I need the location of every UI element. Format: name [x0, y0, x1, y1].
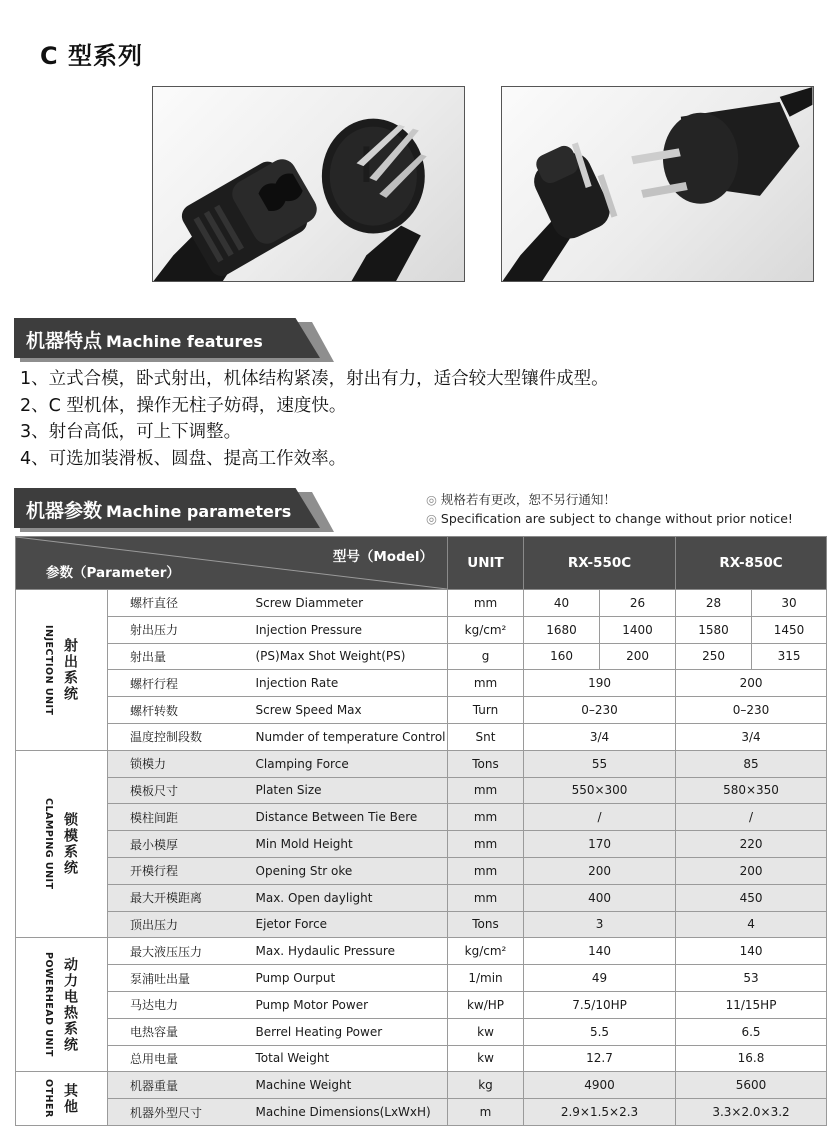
value-cell: 49: [524, 965, 676, 992]
value-cell: 315: [752, 643, 827, 670]
value-cell: 0–230: [524, 697, 676, 724]
param-name-cn: 模柱间距: [108, 804, 248, 831]
table-row: [16, 1018, 827, 1045]
param-unit: mm: [448, 670, 524, 697]
value-cell: 11/15HP: [676, 991, 827, 1018]
table-row: [16, 723, 827, 750]
group-name-en: INJECTION UNIT: [43, 624, 54, 716]
features-title-cn: 机器特点: [26, 330, 103, 352]
param-unit: Turn: [448, 697, 524, 724]
value-cell: 3: [524, 911, 676, 938]
table-row: [16, 1045, 827, 1072]
power-cord-image: [502, 87, 813, 281]
param-name-en: Max. Hydaulic Pressure: [248, 938, 448, 965]
table-row: [16, 831, 827, 858]
param-name-en: Pump Motor Power: [248, 991, 448, 1018]
param-name-en: Numder of temperature Control: [248, 723, 448, 750]
param-unit: kg: [448, 1072, 524, 1099]
param-name-en: Injection Pressure: [248, 616, 448, 643]
param-unit: m: [448, 1099, 524, 1126]
table-row: [16, 697, 827, 724]
param-name-cn: 射出压力: [108, 616, 248, 643]
features-list: [20, 366, 609, 472]
value-cell: 5600: [676, 1072, 827, 1099]
features-title-en: Machine features: [106, 332, 263, 351]
param-name-cn: 模板尺寸: [108, 777, 248, 804]
param-unit: Snt: [448, 723, 524, 750]
group-name-cn: 射出系统: [62, 637, 78, 702]
param-name-cn: 顶出压力: [108, 911, 248, 938]
param-unit: kg/cm²: [448, 938, 524, 965]
value-cell: 85: [676, 750, 827, 777]
group-name-en: OTHER: [43, 1079, 54, 1119]
model-header: RX-550C: [524, 537, 676, 590]
value-cell: 26: [600, 590, 676, 617]
param-name-cn: 最大液压压力: [108, 938, 248, 965]
feature-item: 2、C 型机体，操作无柱子妨碍，速度快。: [20, 395, 347, 416]
table-row: [16, 1072, 827, 1099]
value-cell: 200: [600, 643, 676, 670]
param-name-cn: 机器重量: [108, 1072, 248, 1099]
table-row: [16, 965, 827, 992]
value-cell: 7.5/10HP: [524, 991, 676, 1018]
param-name-en: Injection Rate: [248, 670, 448, 697]
value-cell: /: [676, 804, 827, 831]
value-cell: 40: [524, 590, 600, 617]
param-unit: Tons: [448, 750, 524, 777]
parameters-table: [15, 536, 827, 1126]
param-name-en: Machine Dimensions(LxWxH): [248, 1099, 448, 1126]
param-unit: kw/HP: [448, 991, 524, 1018]
table-row: [16, 670, 827, 697]
param-unit: kw: [448, 1018, 524, 1045]
param-unit: mm: [448, 831, 524, 858]
value-cell: 160: [524, 643, 600, 670]
param-name-en: Opening Str oke: [248, 857, 448, 884]
model-header: RX-850C: [676, 537, 827, 590]
circle-bullet-icon: ◎: [426, 492, 437, 507]
value-cell: 450: [676, 884, 827, 911]
params-title-en: Machine parameters: [106, 502, 292, 521]
table-header-row: [16, 537, 827, 590]
group-label-cell: [16, 750, 108, 938]
table-row: [16, 643, 827, 670]
value-cell: 55: [524, 750, 676, 777]
param-unit: Tons: [448, 911, 524, 938]
param-name-en: Max. Open daylight: [248, 884, 448, 911]
table-row: [16, 590, 827, 617]
group-label-cell: [16, 590, 108, 751]
table-row: [16, 938, 827, 965]
param-name-cn: 马达电力: [108, 991, 248, 1018]
param-name-cn: 螺杆转数: [108, 697, 248, 724]
group-name-cn: 锁模系统: [62, 812, 78, 877]
value-cell: 1580: [676, 616, 752, 643]
value-cell: 4900: [524, 1072, 676, 1099]
value-cell: 580×350: [676, 777, 827, 804]
param-unit: mm: [448, 804, 524, 831]
value-cell: 12.7: [524, 1045, 676, 1072]
group-name-cn: 其他: [62, 1082, 78, 1115]
group-label-cell: [16, 938, 108, 1072]
value-cell: 3/4: [676, 723, 827, 750]
value-cell: 1400: [600, 616, 676, 643]
feature-item: 4、可选加装滑板、圆盘、提高工作效率。: [20, 448, 347, 469]
value-cell: 200: [676, 670, 827, 697]
value-cell: 3.3×2.0×3.2: [676, 1099, 827, 1126]
param-name-cn: 射出量: [108, 643, 248, 670]
value-cell: 250: [676, 643, 752, 670]
product-photo-c5-plug: [152, 86, 465, 282]
param-name-cn: 电热容量: [108, 1018, 248, 1045]
value-cell: 1680: [524, 616, 600, 643]
param-name-en: (PS)Max Shot Weight(PS): [248, 643, 448, 670]
param-unit: kg/cm²: [448, 616, 524, 643]
value-cell: 200: [524, 857, 676, 884]
param-name-en: Clamping Force: [248, 750, 448, 777]
notice-en: Specification are subject to change without prior notice!: [440, 511, 793, 526]
model-label: 型号（Model）: [332, 549, 434, 565]
value-cell: 400: [524, 884, 676, 911]
param-unit: mm: [448, 857, 524, 884]
value-cell: 4: [676, 911, 827, 938]
param-name-en: Ejetor Force: [248, 911, 448, 938]
group-name-cn: 动力电热系统: [62, 956, 78, 1053]
table-row: [16, 777, 827, 804]
group-label-cell: [16, 1072, 108, 1126]
param-name-cn: 锁模力: [108, 750, 248, 777]
power-cord-image: [153, 87, 464, 281]
param-unit: g: [448, 643, 524, 670]
page-title: C 型系列: [40, 42, 143, 70]
table-row: [16, 1099, 827, 1126]
notice-block: [426, 490, 793, 528]
product-photo-schuko-plug: [501, 86, 814, 282]
notice-cn: 规格若有更改，恕不另行通知！: [440, 492, 616, 507]
feature-item: 1、立式合模，卧式射出，机体结构紧凑，射出有力，适合较大型镶件成型。: [20, 369, 609, 389]
param-name-cn: 机器外型尺寸: [108, 1099, 248, 1126]
group-name-en: CLAMPING UNIT: [43, 798, 54, 890]
param-name-en: Berrel Heating Power: [248, 1018, 448, 1045]
group-name-en: POWERHEAD UNIT: [43, 952, 54, 1058]
table-row: [16, 616, 827, 643]
value-cell: 5.5: [524, 1018, 676, 1045]
param-name-cn: 螺杆直径: [108, 590, 248, 617]
value-cell: /: [524, 804, 676, 831]
value-cell: 140: [524, 938, 676, 965]
param-name-cn: 最小模厚: [108, 831, 248, 858]
param-name-cn: 温度控制段数: [108, 723, 248, 750]
table-row: [16, 991, 827, 1018]
param-unit: mm: [448, 590, 524, 617]
parameter-label: 参数（Parameter）: [46, 565, 180, 581]
params-section-header: [14, 488, 334, 530]
param-name-en: Screw Diammeter: [248, 590, 448, 617]
value-cell: 28: [676, 590, 752, 617]
param-name-en: Platen Size: [248, 777, 448, 804]
table-row: [16, 804, 827, 831]
param-name-en: Total Weight: [248, 1045, 448, 1072]
param-name-cn: 最大开模距离: [108, 884, 248, 911]
unit-header: UNIT: [448, 537, 524, 590]
table-row: [16, 857, 827, 884]
value-cell: 200: [676, 857, 827, 884]
param-unit: mm: [448, 884, 524, 911]
value-cell: 1450: [752, 616, 827, 643]
value-cell: 2.9×1.5×2.3: [524, 1099, 676, 1126]
value-cell: 0–230: [676, 697, 827, 724]
value-cell: 170: [524, 831, 676, 858]
param-name-en: Min Mold Height: [248, 831, 448, 858]
value-cell: 220: [676, 831, 827, 858]
value-cell: 6.5: [676, 1018, 827, 1045]
value-cell: 53: [676, 965, 827, 992]
param-name-cn: 泵浦吐出量: [108, 965, 248, 992]
value-cell: 140: [676, 938, 827, 965]
table-row: [16, 884, 827, 911]
param-unit: 1/min: [448, 965, 524, 992]
param-name-cn: 螺杆行程: [108, 670, 248, 697]
param-name-cn: 开模行程: [108, 857, 248, 884]
header-diagonal-cell: [16, 537, 448, 590]
value-cell: 550×300: [524, 777, 676, 804]
param-name-en: Machine Weight: [248, 1072, 448, 1099]
circle-bullet-icon: ◎: [426, 511, 437, 526]
param-name-cn: 总用电量: [108, 1045, 248, 1072]
param-name-en: Pump Ourput: [248, 965, 448, 992]
param-name-en: Distance Between Tie Bere: [248, 804, 448, 831]
param-unit: mm: [448, 777, 524, 804]
param-name-en: Screw Speed Max: [248, 697, 448, 724]
table-row: [16, 911, 827, 938]
value-cell: 3/4: [524, 723, 676, 750]
param-unit: kw: [448, 1045, 524, 1072]
value-cell: 16.8: [676, 1045, 827, 1072]
params-title-cn: 机器参数: [26, 500, 103, 522]
features-section-header: [14, 318, 334, 360]
table-row: [16, 750, 827, 777]
feature-item: 3、射台高低，可上下调整。: [20, 422, 242, 442]
value-cell: 30: [752, 590, 827, 617]
value-cell: 190: [524, 670, 676, 697]
